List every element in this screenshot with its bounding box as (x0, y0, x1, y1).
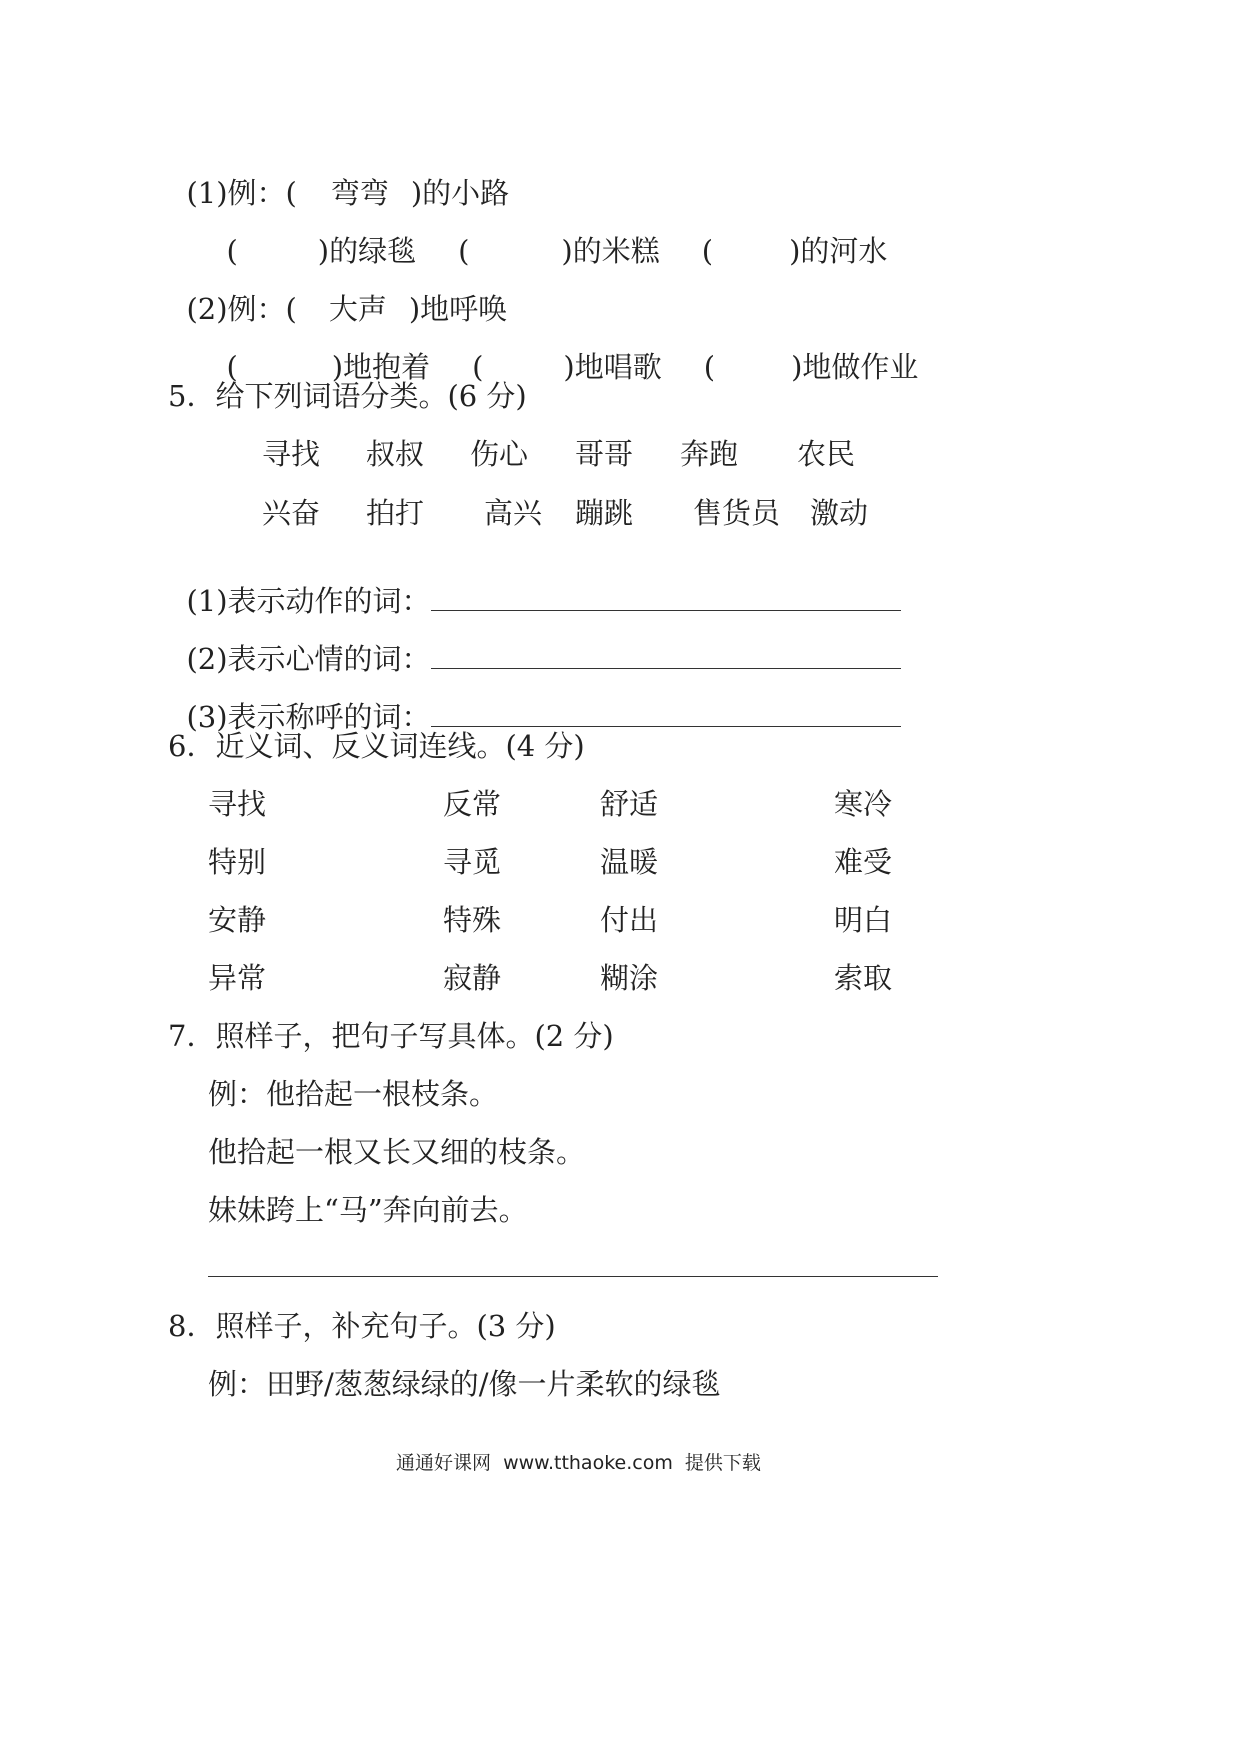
q7-answer-line[interactable] (208, 1276, 938, 1277)
q5-item-mood (168, 616, 901, 674)
q5-item-label: (2)表示心情的词： (186, 642, 431, 676)
q4-ex2-prefix: (2)例：( (186, 292, 297, 326)
blank-close: )地抱着 (331, 350, 431, 384)
q4-blank-row-2 (208, 324, 918, 382)
blank-close: )的河水 (789, 234, 888, 268)
q5-word: 激动 (810, 496, 869, 530)
blank-close: )地做作业 (791, 350, 919, 384)
q5-word: 兴奋 (262, 496, 321, 530)
q6-word: 特殊 (443, 903, 502, 937)
q7-example-answer: 他拾起一根又长又细的枝条。 (208, 1135, 586, 1169)
q6-word: 付出 (600, 903, 659, 937)
page-footer: 通通好课网 www.tthaoke.com 提供下载 (396, 1452, 761, 1474)
q5-word: 高兴 (484, 496, 543, 530)
blank-close: )的米糕 (561, 234, 660, 268)
q5-item-label: (1)表示动作的词： (186, 584, 431, 618)
answer-line[interactable] (431, 706, 901, 727)
q4-example-2 (168, 266, 507, 324)
q6-word: 寻找 (208, 787, 267, 821)
blank-open: ( (703, 350, 716, 384)
q5-word: 伤心 (470, 437, 529, 471)
q7-title: 7．照样子，把句子写具体。(2 分) (168, 1019, 614, 1053)
blank-open: ( (458, 234, 470, 268)
q6-word: 安静 (208, 903, 267, 937)
q4-blank-row-1 (208, 208, 887, 266)
answer-line[interactable] (431, 648, 901, 669)
q6-word: 糊涂 (600, 961, 659, 995)
q5-word: 农民 (797, 437, 856, 471)
q6-word: 索取 (834, 961, 893, 995)
blank-open: ( (701, 234, 714, 268)
q7-example: 例：他拾起一根枝条。 (208, 1077, 499, 1111)
q4-ex1-prefix: (1)例：( (186, 176, 297, 210)
answer-line[interactable] (431, 590, 901, 611)
blank-close: )的绿毯 (317, 234, 417, 268)
q6-word: 难受 (834, 845, 893, 879)
blank-open: ( (226, 234, 238, 268)
q6-word: 异常 (208, 961, 267, 995)
q8-example: 例：田野/葱葱绿绿的/像一片柔软的绿毯 (208, 1367, 721, 1401)
q8-title: 8．照样子，补充句子。(3 分) (168, 1309, 556, 1343)
q5-word: 叔叔 (366, 437, 425, 471)
q5-title: 5．给下列词语分类。(6 分) (168, 379, 527, 413)
q5-word: 寻找 (262, 437, 321, 471)
q6-word: 特别 (208, 845, 267, 879)
q6-word: 明白 (834, 903, 893, 937)
q6-word: 温暖 (600, 845, 659, 879)
q5-item-label: (3)表示称呼的词： (186, 700, 431, 734)
q5-item-action (168, 558, 901, 616)
q6-word: 寻觅 (443, 845, 502, 879)
q6-word: 寒冷 (834, 787, 893, 821)
q5-word: 哥哥 (575, 437, 634, 471)
q4-ex1-word: 弯弯 (330, 176, 389, 210)
q7-prompt: 妹妹跨上“马”奔向前去。 (208, 1193, 528, 1227)
q4-ex2-word: 大声 (328, 292, 387, 326)
q5-word: 奔跑 (680, 437, 739, 471)
blank-open: ( (472, 350, 484, 384)
q6-word: 寂静 (443, 961, 502, 995)
q5-item-address (168, 674, 901, 732)
q4-example-1 (168, 150, 509, 208)
q4-ex2-suffix: )地呼唤 (408, 292, 508, 326)
q6-title: 6．近义词、反义词连线。(4 分) (168, 729, 585, 763)
q6-word: 反常 (443, 787, 502, 821)
blank-open: ( (226, 350, 238, 384)
q5-word: 售货员 (693, 496, 781, 530)
q6-word: 舒适 (600, 787, 659, 821)
blank-close: )地唱歌 (563, 350, 662, 384)
q5-word: 蹦跳 (575, 496, 634, 530)
q4-ex1-suffix: )的小路 (410, 176, 510, 210)
q5-word: 拍打 (366, 496, 425, 530)
